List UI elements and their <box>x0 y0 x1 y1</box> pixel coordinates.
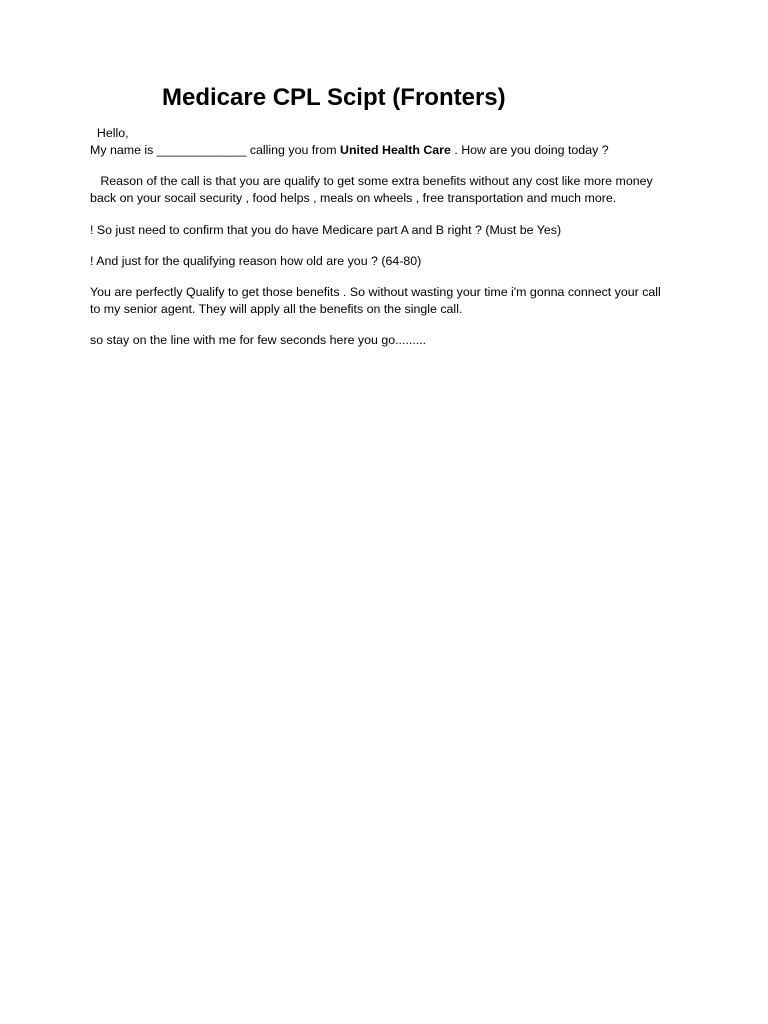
closing-line <box>90 332 690 349</box>
reason-line-1: Reason of the call is that you are qualify to get some extra benefits without any cost like more money <box>90 174 653 188</box>
qualify-paragraph <box>90 284 690 318</box>
age-question <box>90 253 690 270</box>
intro-prefix: My name is _____________ calling you from <box>90 143 341 157</box>
confirm-text: ! So just need to confirm that you do have Medicare part A and B right ? (Must be Yes) <box>90 223 562 237</box>
closing-text: so stay on the line with me for few seconds here you go......... <box>90 333 427 347</box>
qualify-line-1: You are perfectly Qualify to get those benefits . So without wasting your time i'm gonna connect your call <box>90 285 661 299</box>
reason-paragraph <box>90 173 690 207</box>
intro-suffix: . How are you doing today ? <box>450 143 609 157</box>
qualify-line-2: to my senior agent. They will apply all the benefits on the single call. <box>90 302 463 316</box>
greeting-text: Hello, <box>90 126 129 140</box>
age-text: ! And just for the qualifying reason how old are you ? (64-80) <box>90 254 422 268</box>
confirm-question <box>90 222 690 239</box>
greeting-line <box>90 125 690 142</box>
document-title: Medicare CPL Scipt (Fronters) <box>162 84 506 111</box>
intro-line <box>90 142 690 159</box>
company-name: United Health Care <box>340 143 451 157</box>
reason-line-2: back on your socail security , food helps , meals on wheels , free transportation and much more. <box>90 191 617 205</box>
